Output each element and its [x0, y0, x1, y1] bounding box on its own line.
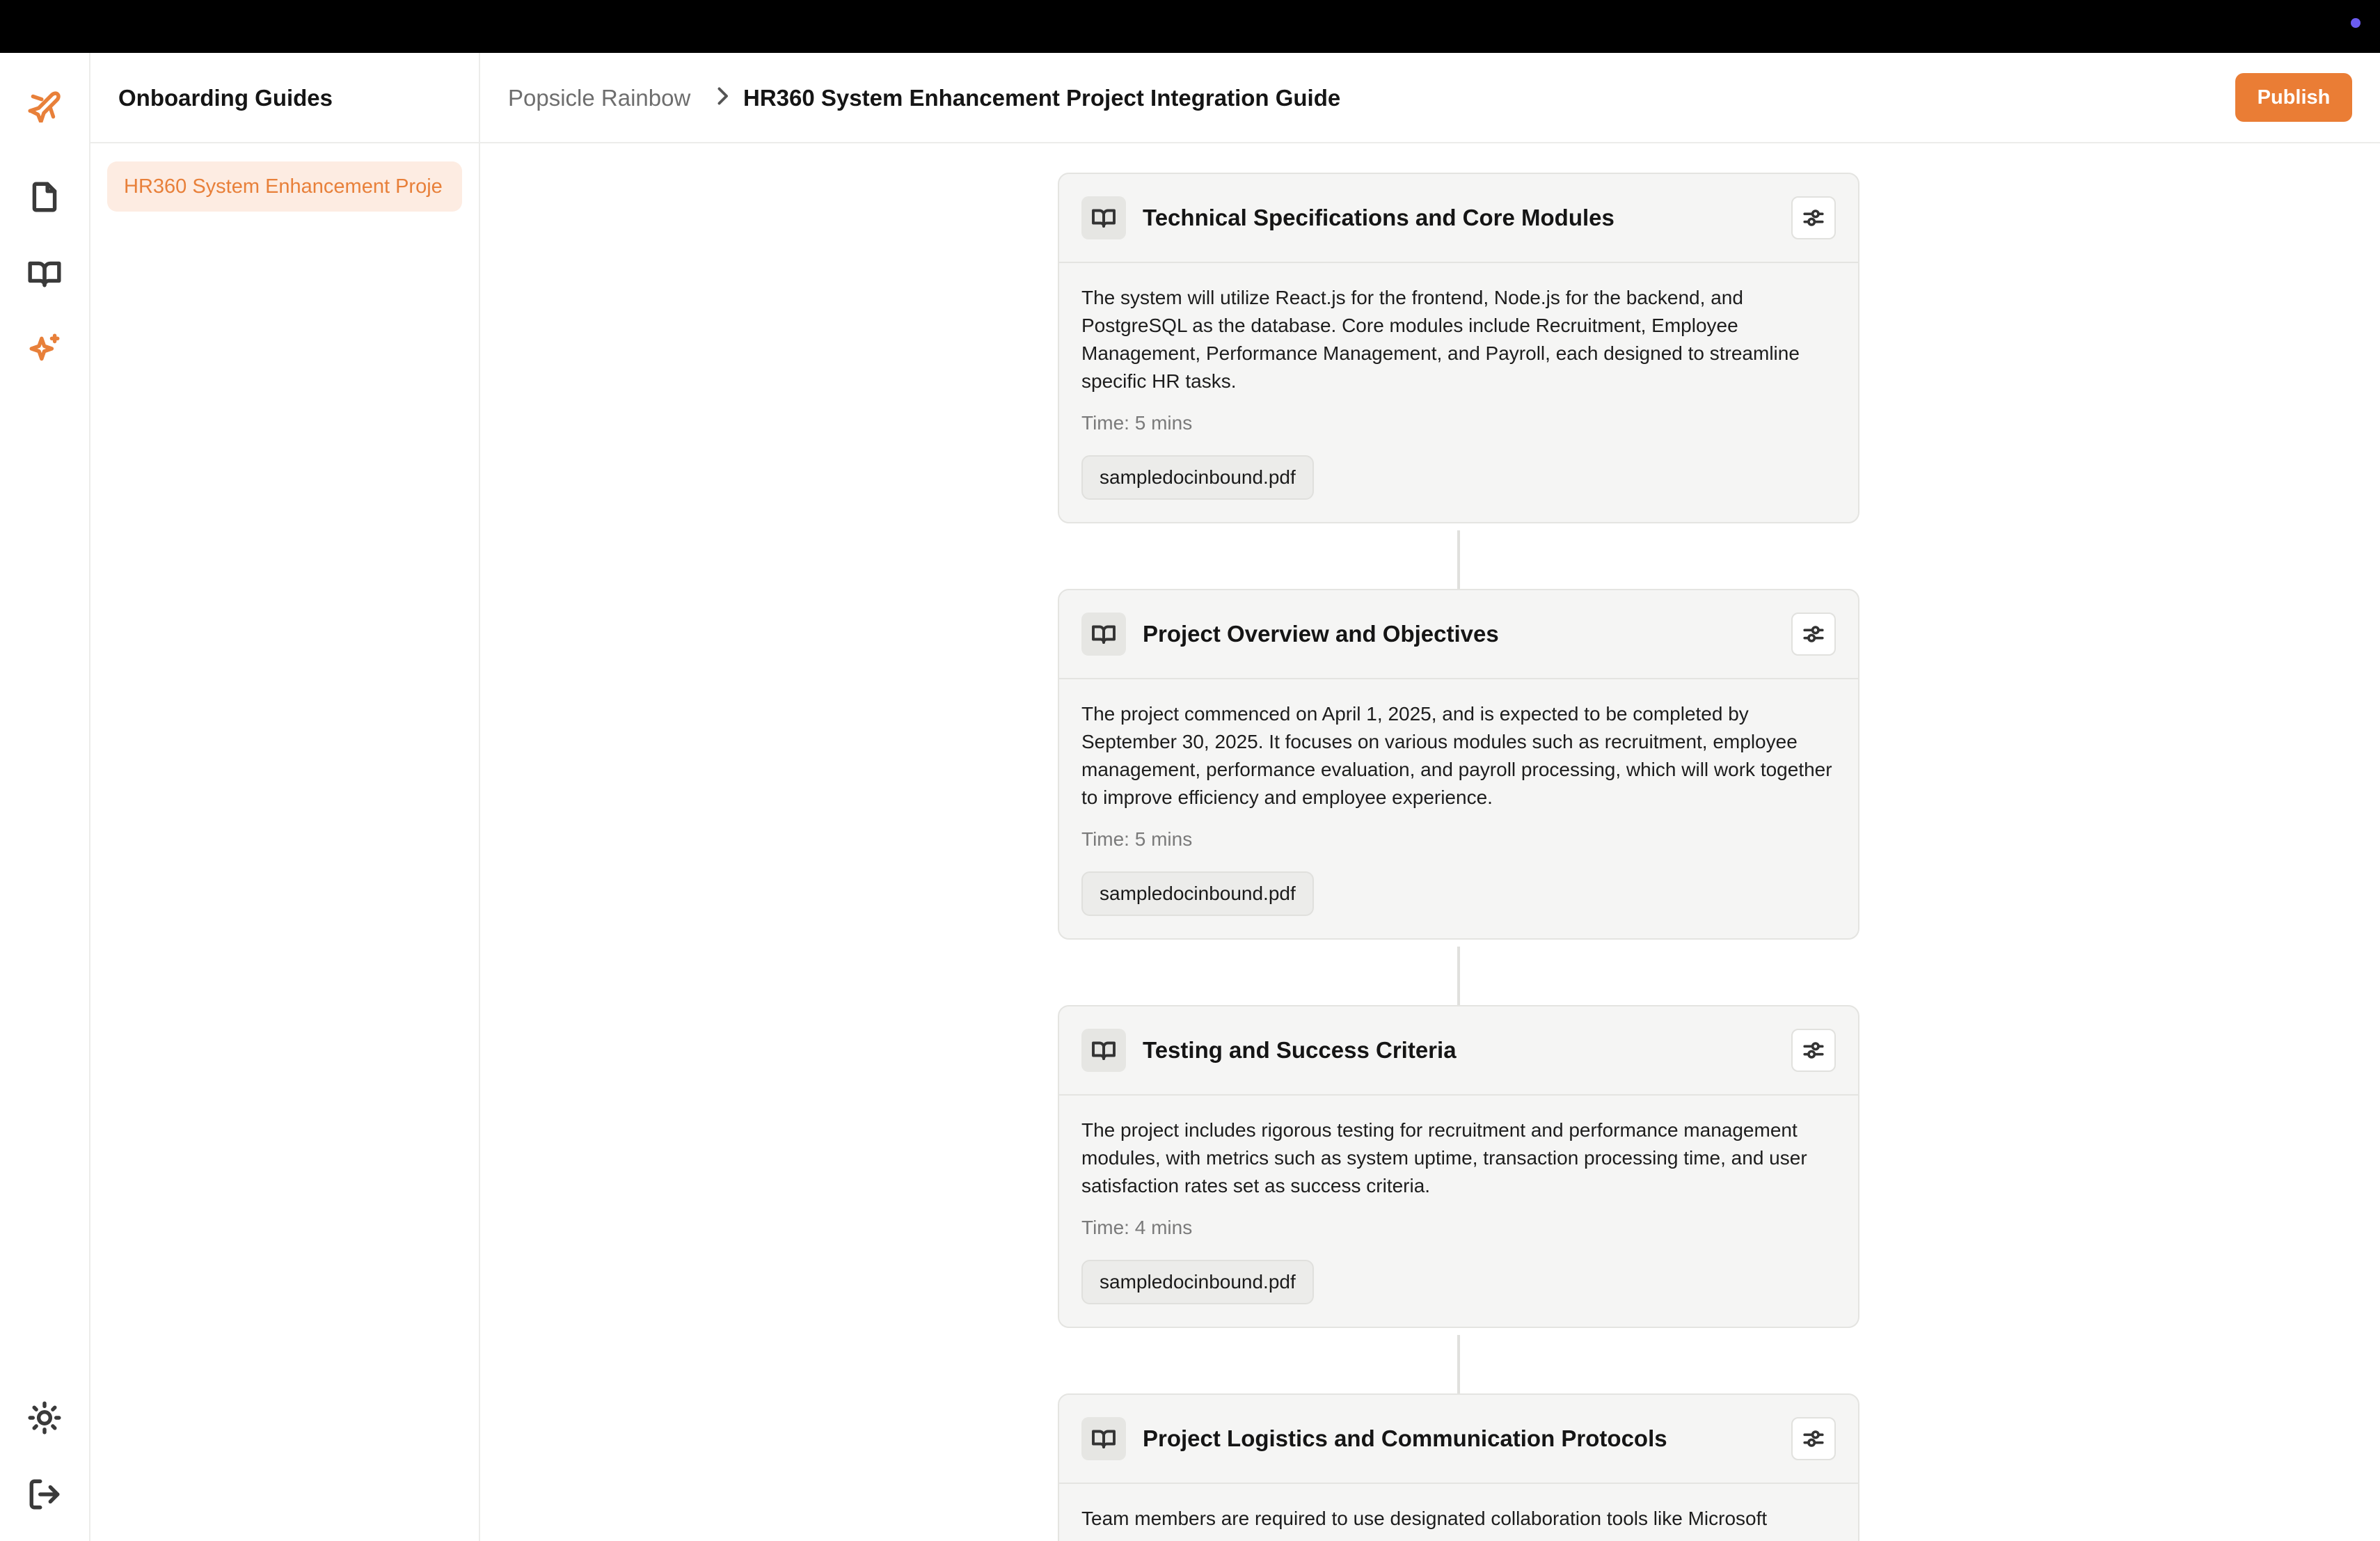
step-settings-button[interactable]: [1791, 196, 1836, 239]
document-icon[interactable]: [23, 175, 66, 219]
step-description: Team members are required to use designated collaboration tools like Microsoft: [1081, 1508, 1768, 1529]
step-description: The project commenced on April 1, 2025, and is expected to be completed by September 30, 2025. It focuses on various modules such as recruitment, employee management, performance evaluation, and payroll processing, which will work together to improve efficiency and employee experience.: [1081, 703, 1832, 808]
book-icon: [1081, 613, 1126, 656]
step-time: Time: 5 mins: [1081, 412, 1193, 434]
step-title: Project Logistics and Communication Protocols: [1143, 1425, 1667, 1451]
step-card-body: [1059, 679, 1858, 938]
step-card: [1058, 589, 1859, 940]
page-header: [480, 53, 2380, 143]
guide-canvas: [480, 143, 2380, 1541]
book-icon: [1081, 1417, 1126, 1460]
step-card-header: [1059, 1006, 1858, 1096]
sun-icon[interactable]: [23, 1396, 66, 1439]
step-title: Project Overview and Objectives: [1143, 621, 1499, 647]
sidebar-title: Onboarding Guides: [118, 85, 333, 111]
step-settings-button[interactable]: [1791, 613, 1836, 656]
sidebar-divider: [90, 142, 480, 143]
step-card-header: [1059, 174, 1858, 263]
step-card-body: [1059, 1484, 1858, 1541]
step-time: Time: 5 mins: [1081, 828, 1193, 850]
step-title: Testing and Success Criteria: [1143, 1037, 1457, 1063]
sliders-icon: [1802, 1038, 1825, 1062]
chevron-right-icon: [710, 84, 735, 109]
step-connector: [1457, 530, 1460, 589]
step-connector: [1457, 947, 1460, 1005]
breadcrumb-current-guide: HR360 System Enhancement Project Integration Guide: [743, 85, 1341, 111]
step-card-header: [1059, 1395, 1858, 1484]
book-icon: [1081, 1029, 1126, 1072]
sparkle-icon[interactable]: [23, 329, 66, 372]
step-card-body: [1059, 1096, 1858, 1327]
step-card: [1058, 1393, 1859, 1541]
step-card-header: [1059, 590, 1858, 679]
step-card-body: [1059, 263, 1858, 522]
attachment-chip[interactable]: sampledocinbound.pdf: [1081, 455, 1314, 500]
sliders-icon: [1802, 1427, 1825, 1451]
step-description: The system will utilize React.js for the frontend, Node.js for the backend, and PostgreSQL as the database. Core modules include Recruitment, Employee Management, Performance Management, and Payroll, each designed to streamline specific HR tasks.: [1081, 287, 1800, 392]
step-connector: [1457, 1335, 1460, 1393]
book-icon[interactable]: [23, 252, 66, 295]
breadcrumb-workspace[interactable]: Popsicle Rainbow: [508, 85, 691, 111]
sidebar-item-guide[interactable]: HR360 System Enhancement Proje: [107, 161, 462, 212]
book-icon: [1081, 196, 1126, 239]
plane-icon[interactable]: [23, 84, 66, 127]
step-description: The project includes rigorous testing for recruitment and performance management modules, with metrics such as system uptime, transaction processing time, and user satisfaction rates set as success criteria.: [1081, 1119, 1807, 1196]
attachment-chip[interactable]: sampledocinbound.pdf: [1081, 1260, 1314, 1304]
step-card: [1058, 1005, 1859, 1328]
status-dot: [2351, 18, 2361, 28]
step-settings-button[interactable]: [1791, 1417, 1836, 1460]
attachment-chip[interactable]: sampledocinbound.pdf: [1081, 871, 1314, 916]
sliders-icon: [1802, 622, 1825, 646]
guides-sidebar: [90, 53, 480, 1541]
step-time: Time: 4 mins: [1081, 1217, 1193, 1238]
publish-button[interactable]: Publish: [2235, 73, 2352, 122]
step-settings-button[interactable]: [1791, 1029, 1836, 1072]
system-top-bar: [0, 0, 2380, 53]
icon-rail: [0, 53, 90, 1541]
step-title: Technical Specifications and Core Modules: [1143, 205, 1615, 230]
step-card: [1058, 173, 1859, 523]
sliders-icon: [1802, 206, 1825, 230]
logout-icon[interactable]: [23, 1473, 66, 1516]
